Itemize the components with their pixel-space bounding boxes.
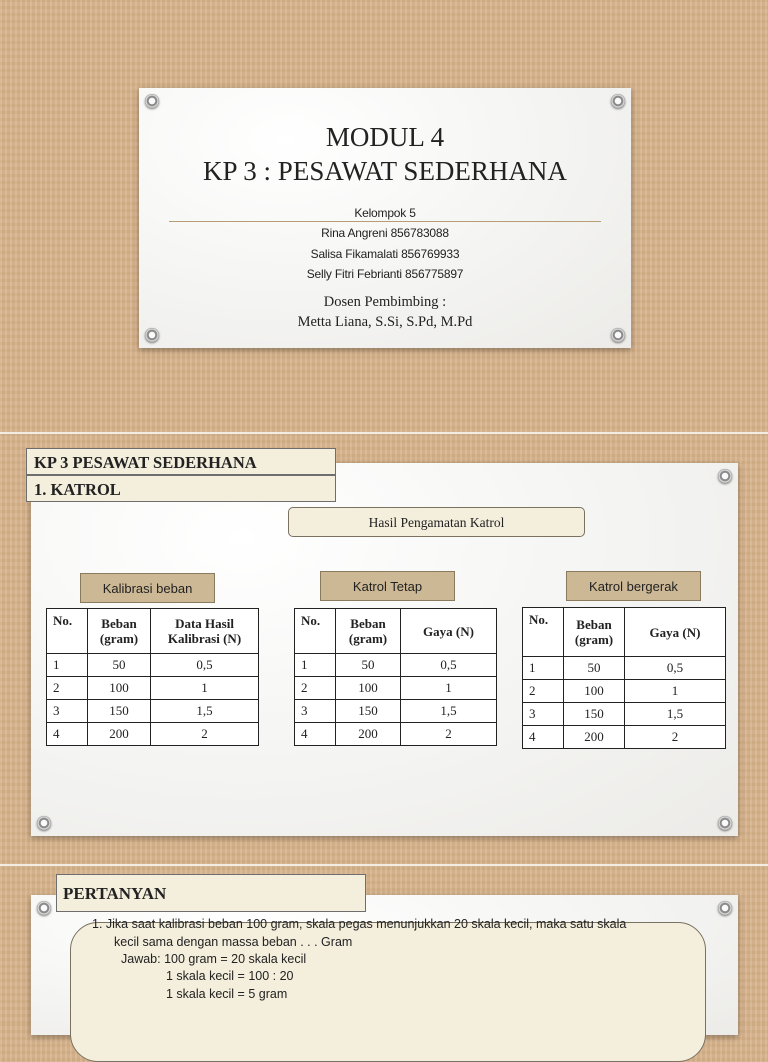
table-header-row	[47, 609, 259, 654]
column-header: Gaya (N)	[625, 608, 726, 657]
table-cell: 1	[401, 677, 497, 700]
divider	[169, 221, 601, 222]
table-row	[47, 723, 259, 746]
column-header: Beban (gram)	[336, 609, 401, 654]
table-cell: 0,5	[151, 654, 259, 677]
advisor-label: Dosen Pembimbing :	[323, 294, 447, 310]
question-line: kecil sama dengan massa beban . . . Gram	[114, 935, 353, 949]
table-row	[523, 680, 726, 703]
table-header-row	[295, 609, 497, 654]
title-slide	[139, 88, 631, 348]
column-header: No.	[523, 608, 564, 657]
table-cell: 2	[295, 677, 336, 700]
answer-line: Jawab: 100 gram = 20 skala kecil	[121, 952, 307, 966]
pushpin-icon	[718, 469, 732, 483]
module-title: MODUL 4	[325, 122, 445, 152]
section-subheader: 1. KATROL	[26, 475, 336, 502]
table-caption-katrol-tetap: Katrol Tetap	[320, 571, 455, 601]
answer-line: 1 skala kecil = 100 : 20	[166, 969, 294, 983]
table-row	[295, 700, 497, 723]
table-cell: 100	[88, 677, 151, 700]
table-cell: 200	[336, 723, 401, 746]
column-header: No.	[47, 609, 88, 654]
table-row	[523, 703, 726, 726]
member-3: Selly Fitri Febrianti 856775897	[306, 267, 464, 281]
table-cell: 1	[151, 677, 259, 700]
pushpin-icon	[145, 94, 159, 108]
pushpin-icon	[718, 901, 732, 915]
table-row	[295, 677, 497, 700]
table-caption-kalibrasi: Kalibrasi beban	[80, 573, 215, 603]
slide-separator	[0, 864, 768, 866]
answer-line: 1 skala kecil = 5 gram	[166, 987, 288, 1001]
pushpin-icon	[718, 816, 732, 830]
question-line: 1. Jika saat kalibrasi beban 100 gram, skala pegas menunjukkan 20 skala kecil, maka satu skala	[92, 917, 627, 931]
table-cell: 2	[625, 726, 726, 749]
table-cell: 2	[47, 677, 88, 700]
table-cell: 100	[336, 677, 401, 700]
table-row	[47, 654, 259, 677]
pushpin-icon	[611, 94, 625, 108]
calibration-table	[46, 608, 259, 746]
table-cell: 2	[151, 723, 259, 746]
fixed-pulley-table	[294, 608, 497, 746]
table-cell: 100	[564, 680, 625, 703]
column-header: Beban (gram)	[564, 608, 625, 657]
column-header: Gaya (N)	[401, 609, 497, 654]
table-cell: 4	[523, 726, 564, 749]
table-cell: 0,5	[401, 654, 497, 677]
table-cell: 4	[47, 723, 88, 746]
table-cell: 50	[564, 657, 625, 680]
table-cell: 1	[47, 654, 88, 677]
table-cell: 200	[564, 726, 625, 749]
section-header: KP 3 PESAWAT SEDERHANA	[26, 448, 336, 475]
table-row	[295, 654, 497, 677]
table-cell: 150	[564, 703, 625, 726]
table-row	[47, 677, 259, 700]
table-row	[47, 700, 259, 723]
table-cell: 2	[523, 680, 564, 703]
pushpin-icon	[37, 816, 51, 830]
column-header: No.	[295, 609, 336, 654]
table-cell: 1,5	[625, 703, 726, 726]
table-cell: 1	[625, 680, 726, 703]
table-cell: 1	[295, 654, 336, 677]
table-cell: 4	[295, 723, 336, 746]
table-cell: 50	[336, 654, 401, 677]
pushpin-icon	[37, 901, 51, 915]
table-cell: 3	[523, 703, 564, 726]
table-cell: 2	[401, 723, 497, 746]
table-cell: 0,5	[625, 657, 726, 680]
column-header: Beban (gram)	[88, 609, 151, 654]
table-cell: 50	[88, 654, 151, 677]
table-cell: 150	[336, 700, 401, 723]
table-cell: 1,5	[401, 700, 497, 723]
group-name: Kelompok 5	[354, 206, 416, 220]
movable-pulley-table	[522, 607, 726, 749]
table-row	[523, 726, 726, 749]
observation-title: Hasil Pengamatan Katrol	[288, 507, 585, 537]
table-cell: 3	[295, 700, 336, 723]
table-cell: 150	[88, 700, 151, 723]
table-cell: 1,5	[151, 700, 259, 723]
table-cell: 3	[47, 700, 88, 723]
table-cell: 200	[88, 723, 151, 746]
table-header-row	[523, 608, 726, 657]
question-header: PERTANYAN	[56, 874, 366, 912]
table-cell: 1	[523, 657, 564, 680]
advisor-name: Metta Liana, S.Si, S.Pd, M.Pd	[297, 314, 473, 330]
column-header: Data Hasil Kalibrasi (N)	[151, 609, 259, 654]
slide-separator	[0, 432, 768, 434]
table-row	[523, 657, 726, 680]
table-row	[295, 723, 497, 746]
table-caption-katrol-bergerak: Katrol bergerak	[566, 571, 701, 601]
member-2: Salisa Fikamalati 856769933	[310, 247, 460, 261]
member-1: Rina Angreni 856783088	[321, 226, 449, 240]
module-subtitle: KP 3 : PESAWAT SEDERHANA	[203, 156, 567, 186]
